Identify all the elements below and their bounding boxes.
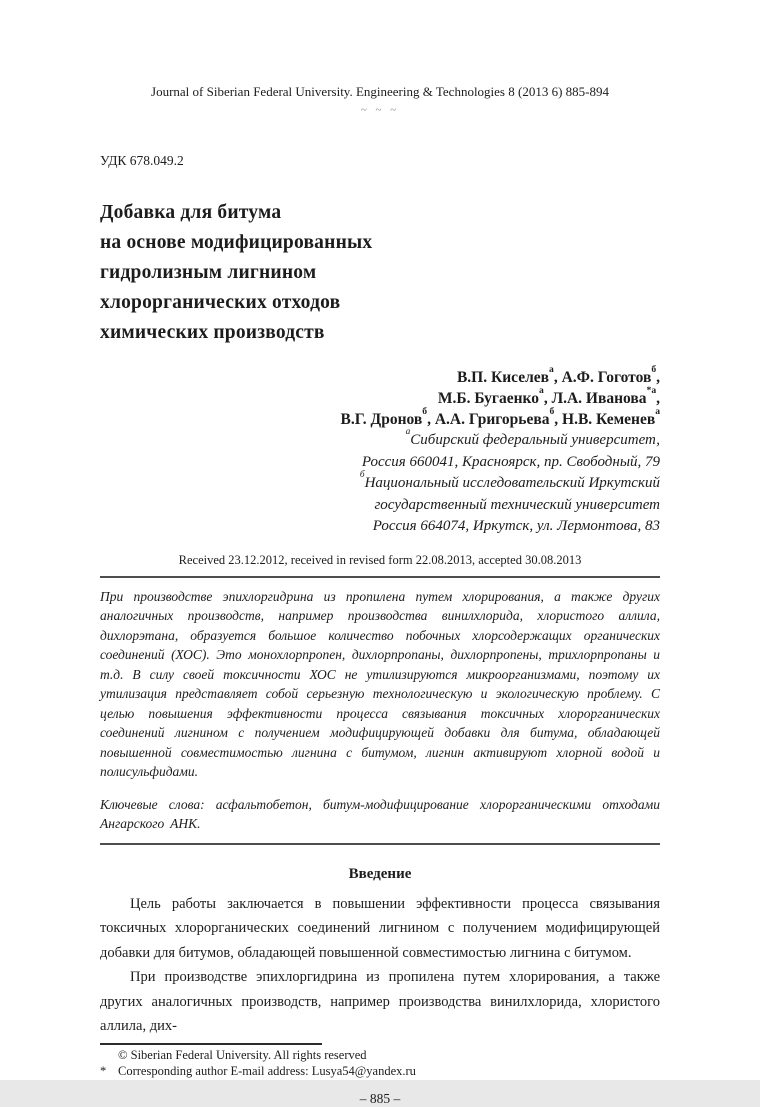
divider-rule-bottom: [100, 843, 660, 845]
affiliation-line: Россия 664074, Иркутск, ул. Лермонтова, 83: [372, 518, 660, 534]
keywords-text: Ключевые слова: асфальтобетон, битум-модифицирование хлорорганическими отходами Ангарского АНК.: [100, 796, 660, 831]
journal-header: Journal of Siberian Federal University. Engineering & Technologies 8 (2013 6) 885-894: [151, 84, 609, 99]
footnote-marker-empty: [100, 1047, 118, 1064]
title-line: гидролизным лигнином: [100, 262, 317, 283]
affiliation-line: государственный технический университет: [374, 496, 660, 513]
footnote-rule: [100, 1043, 322, 1045]
affiliation-line: Россия 660041, Красноярск, пр. Свободный, 79: [361, 453, 660, 470]
divider-rule-top: [100, 576, 660, 578]
author-line: В.Г. Дронов$^б$, А.А. Григорьева$^б$, Н.В. Кеменев$^а$: [340, 405, 660, 428]
received-dates: Received 23.12.2012, received in revised form 22.08.2013, accepted 30.08.2013: [178, 552, 582, 567]
udk-code: УДК 678.049.2: [100, 153, 184, 168]
title-line: на основе модифицированных: [100, 232, 373, 253]
affiliation-line: $^а$Сибирский федеральный университет,: [405, 426, 660, 448]
page-number: – 885 –: [359, 1090, 401, 1106]
asterisk-marker: *: [100, 1064, 107, 1078]
title-line: химических производств: [100, 322, 325, 343]
body-paragraph: Цель работы заключается в повышении эффективности процесса связывания токсичных хлорорганических соединений лигнином с получением модифицирующей добавки для битумов, обладающей повышенной совместимостью лигнина с битумом.: [100, 895, 660, 961]
footnote-block: [100, 1047, 660, 1080]
body-paragraph: При производстве эпихлоргидрина из пропилена путем хлорирования, а также других аналогичных производств, например производства винилхлорида, хлористого аллила, дих-: [100, 969, 660, 1034]
copyright-line: [100, 1047, 660, 1064]
tilde-separator: ~ ~ ~: [360, 104, 400, 116]
affiliations-block: [100, 426, 660, 538]
section-heading-introduction: Введение: [348, 865, 412, 882]
corresponding-author-line: [100, 1063, 660, 1080]
title-line: хлорорганических отходов: [100, 292, 341, 313]
authors-block: [100, 363, 660, 430]
author-line: В.П. Киселев$^а$, А.Ф. Гоготов$^б$,: [456, 363, 660, 386]
corresponding-author-text: Corresponding author E-mail address: Lusya54@yandex.ru: [118, 1064, 416, 1078]
abstract-text: При производстве эпихлоргидрина из пропилена путем хлорирования, а также других аналогичных производств, например производства винилхлорида, хлористого аллила, дихлорэтана, образуется большое количество побочных хлорсодержащих органических соединений (ХОС). Это монохлорпропен, дихлорпропаны, дихлорпропены, трихлорпропаны и т.д. В силу своей токсичности ХОС не утилизируются микроорганизмами, поэтому их утилизация представляет собой серьезную технологическую и экологическую проблему. С целью повышения эффективности процесса связывания токсичных хлорорганических соединений лигнином с получением модифицирующей добавки для битума, обладающей повышенной совместимостью лигнина с битумом, лигнин активируют хлорной водой и полисульфидами.: [100, 588, 660, 779]
author-line: М.Б. Бугаенко$^а$, Л.А. Иванова$^{*а}$,: [437, 384, 660, 407]
title-line: Добавка для битума: [100, 202, 282, 223]
article-title: [100, 198, 660, 348]
copyright-text: © Siberian Federal University. All rights reserved: [118, 1047, 367, 1062]
affiliation-line: $^б$Национальный исследовательский Иркутский: [359, 469, 660, 491]
